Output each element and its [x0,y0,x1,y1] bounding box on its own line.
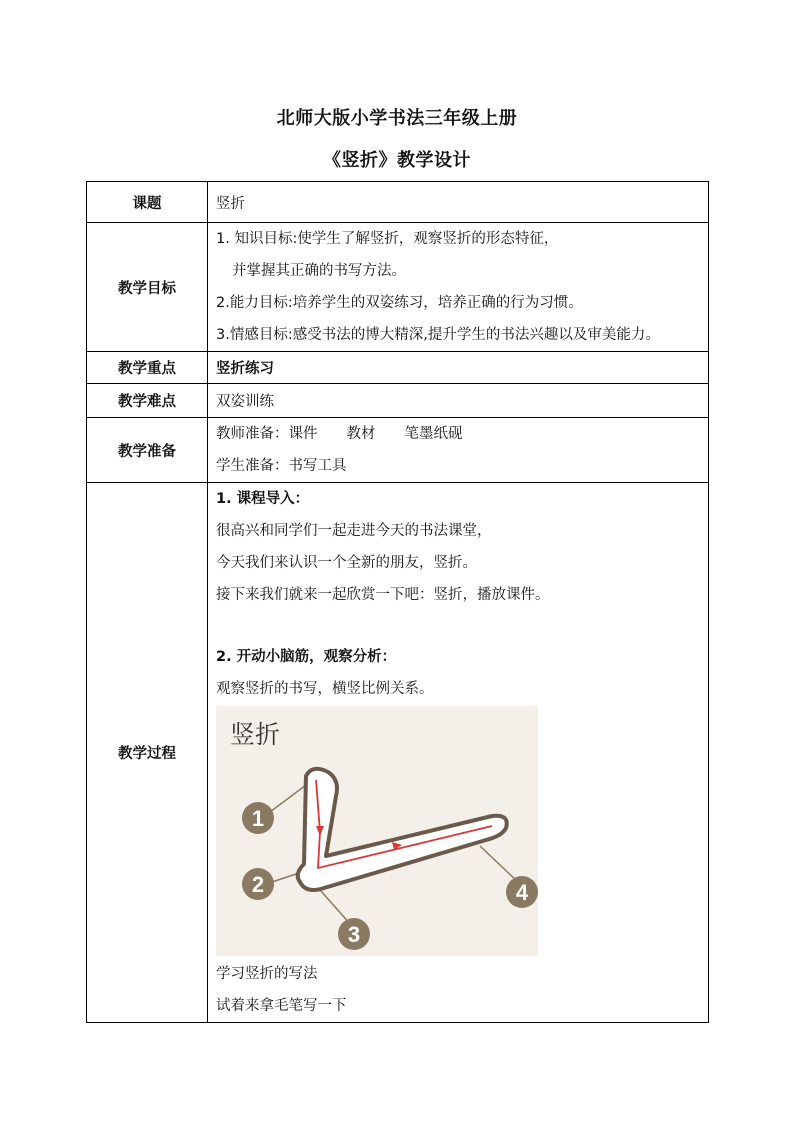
row-goals [87,223,709,352]
goal-line: 并掌握其正确的书写方法。 [232,263,406,279]
marker-3 [338,918,370,950]
observe-line: 观察竖折的书写，横竖比例关系。 [216,681,434,697]
lesson-plan-table [86,181,709,1023]
marker-4 [506,876,538,908]
row-topic [87,182,709,223]
practice-line: 学习竖折的写法 [216,966,318,982]
figure-title: 竖折 [230,720,281,749]
stroke-illustration [216,706,538,956]
svg-text:3: 3 [347,922,361,947]
value-key-point: 竖折练习 [208,352,709,384]
svg-text:2: 2 [251,872,265,897]
teacher-preparation: 教师准备：课件 教材 笔墨纸砚 [216,426,463,442]
marker-2 [242,868,274,900]
intro-line: 接下来我们就来一起欣赏一下吧：竖折，播放课件。 [216,587,550,603]
value-difficulty: 双姿训练 [208,384,709,418]
svg-text:1: 1 [251,806,265,831]
stroke-diagram [216,706,538,956]
goal-line: 2.能力目标:培养学生的双姿练习，培养正确的行为习惯。 [216,295,583,311]
label-difficulty: 教学难点 [87,384,208,418]
svg-text:4: 4 [515,880,529,905]
leader-line [480,846,518,882]
row-difficulty [87,384,709,418]
intro-line: 很高兴和同学们一起走进今天的书法课堂， [216,523,492,539]
value-goals [208,223,709,352]
label-preparation: 教学准备 [87,418,208,483]
row-preparation [87,418,709,483]
goal-line: 1. 知识目标:使学生了解竖折，观察竖折的形态特征， [216,231,559,247]
value-topic: 竖折 [208,182,709,223]
marker-1 [242,802,274,834]
practice-line: 试着来拿毛笔写一下 [216,998,347,1014]
label-key-point: 教学重点 [87,352,208,384]
value-process [208,483,709,1023]
goal-line: 3.情感目标:感受书法的博大精深,提升学生的书法兴趣以及审美能力。 [216,327,660,343]
student-preparation: 学生准备：书写工具 [216,458,347,474]
document-subtitle: 《竖折》教学设计 [323,150,471,171]
intro-line: 今天我们来认识一个全新的朋友，竖折。 [216,555,477,571]
spacer [216,611,708,641]
label-topic: 课题 [87,182,208,223]
value-preparation [208,418,709,483]
row-key-point [87,352,709,384]
row-process [87,483,709,1023]
section-heading-observe: 2. 开动小脑筋，观察分析： [216,649,397,665]
label-process: 教学过程 [87,483,208,1023]
label-goals: 教学目标 [87,223,208,352]
section-heading-intro: 1. 课程导入： [216,491,310,507]
document-title: 北师大版小学书法三年级上册 [276,108,518,129]
